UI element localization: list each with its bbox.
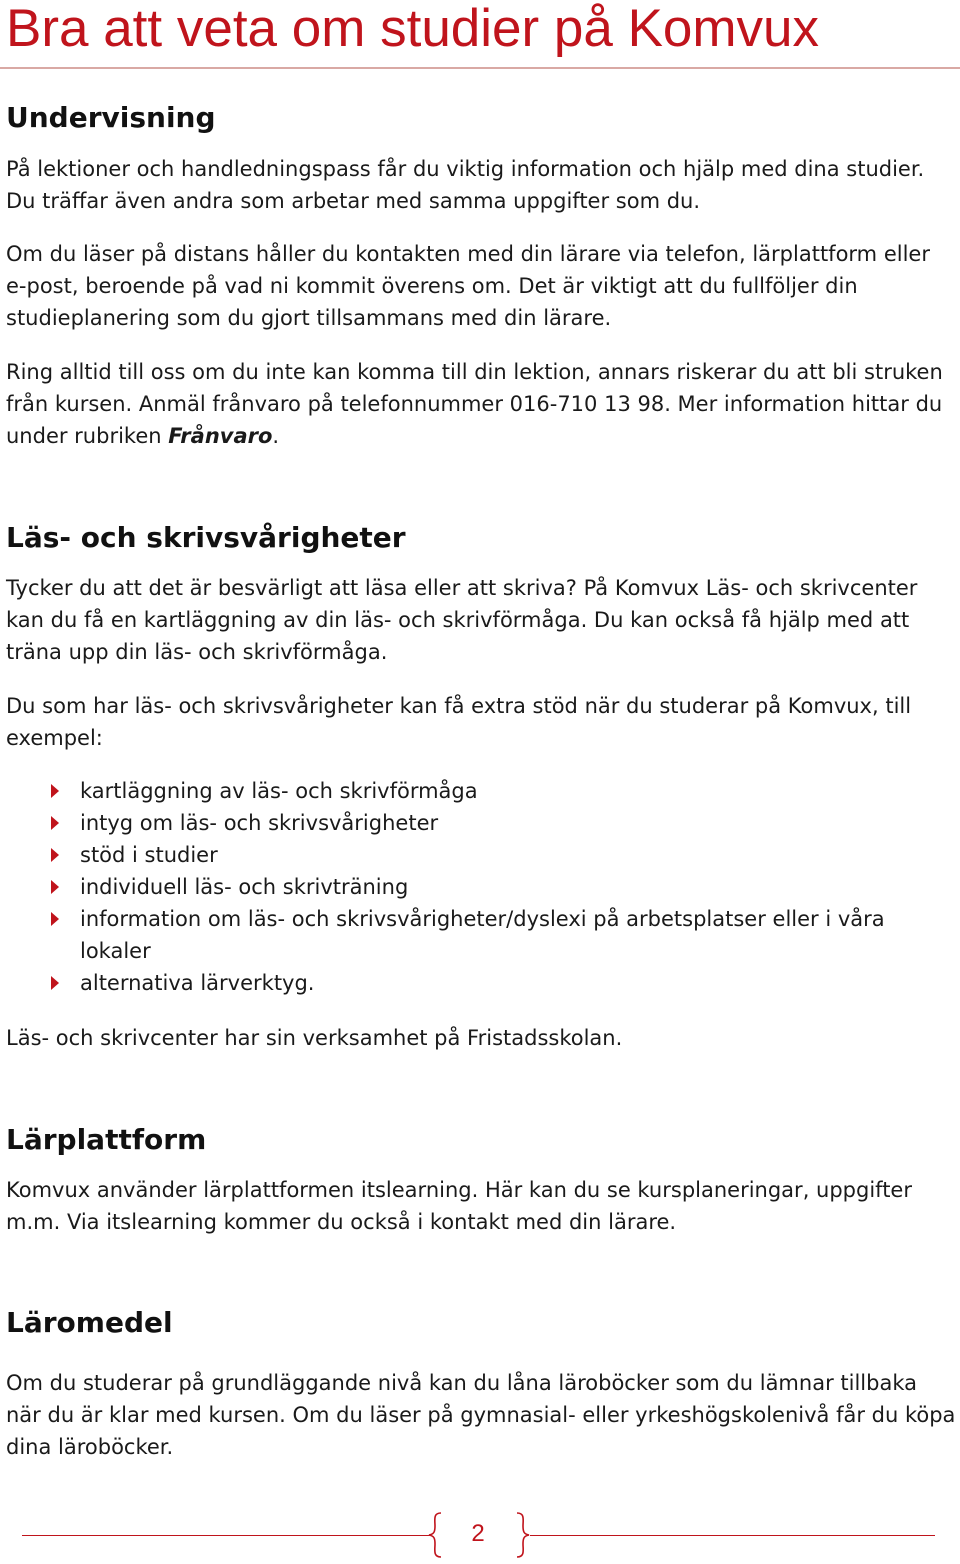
list-item (0, 839, 910, 871)
footer-rule-left (22, 1535, 430, 1536)
list-item-text: alternativa lärverktyg. (80, 971, 315, 995)
undervisning-paragraph-1: På lektioner och handledningspass får du viktig information och hjälp med dina studier. Du träffar även andra som arbetar med samma uppgifter som du. (6, 157, 925, 213)
title-divider (0, 67, 960, 69)
arrow-bullet-icon (51, 848, 59, 862)
undervisning-paragraph-2: Om du läser på distans håller du kontakten med din lärare via telefon, lärplattform eller e-post, beroende på vad ni kommit överens om. Det är viktigt att du fullföljer din studieplanering som du gjort tillsammans med din lärare. (6, 242, 930, 330)
heading-las-skriv: Läs- och skrivsvårigheter (6, 521, 406, 554)
list-item-text: stöd i studier (80, 843, 218, 867)
list-item (0, 967, 910, 999)
heading-laromedel: Läromedel (6, 1306, 173, 1339)
list-item-text: information om läs- och skrivsvårigheter/dyslexi på arbetsplatser eller i våra lokaler (80, 907, 885, 963)
heading-undervisning: Undervisning (6, 101, 216, 134)
list-item (0, 775, 910, 807)
undervisning-paragraph-3-end: . (272, 424, 280, 448)
list-item (0, 807, 910, 839)
heading-larplattform: Lärplattform (6, 1123, 207, 1156)
las-skriv-paragraph-1: Tycker du att det är besvärligt att läsa eller att skriva? På Komvux Läs- och skrivcenter kan du få en kartläggning av din läs- och skrivförmåga. Du kan också få hjälp med att träna upp din läs- och skrivförmåga. (6, 576, 918, 664)
arrow-bullet-icon (51, 816, 59, 830)
page-title: Bra att veta om studier på Komvux (6, 0, 820, 58)
list-item (0, 903, 910, 967)
list-item (0, 871, 910, 903)
arrow-bullet-icon (51, 976, 59, 990)
list-item-text: kartläggning av läs- och skrivförmåga (80, 779, 478, 803)
list-item-text: individuell läs- och skrivträning (80, 875, 409, 899)
support-list (0, 775, 960, 999)
arrow-bullet-icon (51, 880, 59, 894)
las-skriv-paragraph-2: Du som har läs- och skrivsvårigheter kan få extra stöd när du studerar på Komvux, till exempel: (6, 694, 912, 750)
right-brace-icon (516, 1512, 530, 1558)
arrow-bullet-icon (51, 784, 59, 798)
page-number: 2 (471, 1520, 485, 1547)
undervisning-paragraph-3 (6, 356, 956, 452)
las-skriv-paragraph-3: Läs- och skrivcenter har sin verksamhet på Fristadsskolan. (6, 1026, 623, 1050)
list-item-text: intyg om läs- och skrivsvårigheter (80, 811, 439, 835)
undervisning-paragraph-3-text: Ring alltid till oss om du inte kan komma till din lektion, annars riskerar du att bli struken från kursen. Anmäl frånvaro på telefonnummer 016-710 13 98. Mer information hittar du under rubriken (6, 360, 943, 448)
footer-rule-right (530, 1535, 935, 1536)
laromedel-paragraph: Om du studerar på grundläggande nivå kan du låna läroböcker som du lämnar tillbaka när du är klar med kursen. Om du läser på gymnasial- eller yrkeshögskolenivå får du köpa dina läroböcker. (6, 1371, 956, 1459)
franvaro-emphasis: Frånvaro (168, 424, 273, 448)
larplattform-paragraph: Komvux använder lärplattformen itslearning. Här kan du se kursplaneringar, uppgifter m.m. Via itslearning kommer du också i kontakt med din lärare. (6, 1178, 912, 1234)
arrow-bullet-icon (51, 912, 59, 926)
